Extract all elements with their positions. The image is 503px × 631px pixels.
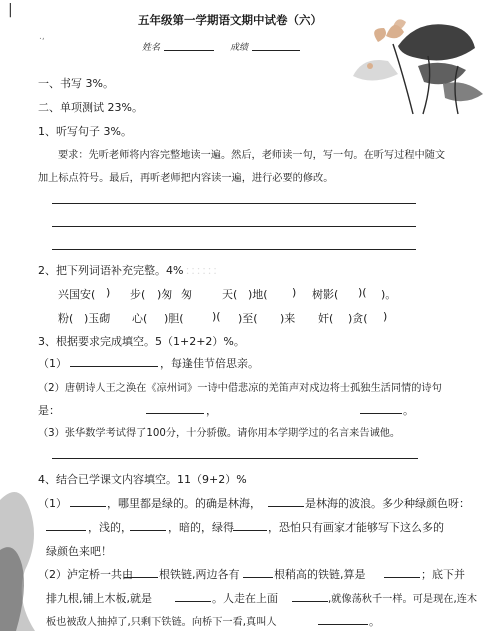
q3-l1-prefix: （1） (38, 357, 67, 370)
q4-blank-9[interactable] (175, 589, 211, 602)
q3-l2b-sep: ， (206, 404, 217, 417)
q2-r2-e: )( (212, 310, 221, 323)
q3-l2: （2）唐朝诗人王之涣在《凉州词》一诗中借悲凉的羌笛声对戍边将士孤独生活同情的诗句 (38, 383, 442, 394)
q4-blank-4[interactable] (130, 518, 166, 531)
q2-r1-a: 兴国安( (58, 288, 96, 301)
q1-req-line1: 要求：先听老师将内容完整地读一遍。然后，老师读一句，写一句。在听写过程中随文 (58, 150, 446, 161)
q3-answer-line[interactable] (52, 458, 418, 459)
page-title: 五年级第一学期语文期中试卷（六） (138, 13, 322, 27)
q4-blank-6[interactable] (124, 565, 158, 578)
q2-r1-i: 树影( (312, 288, 339, 301)
q2-r1-g: )地( (248, 288, 268, 301)
q4-blank-2[interactable] (268, 494, 304, 507)
q4-p1-b: ，哪里都是绿的。的确是林海， (107, 497, 261, 510)
q4-blank-10[interactable] (292, 589, 328, 602)
q4-blank-5[interactable] (233, 518, 267, 531)
q3-l2b-prefix: 是： (38, 404, 60, 417)
q2-r2-f: )至( (238, 312, 258, 325)
q2-r2-c: 心( (132, 312, 148, 325)
q4-p2-b: 根铁链,两边各有 (159, 568, 240, 581)
q4-blank-1[interactable] (70, 494, 106, 507)
score-field[interactable] (252, 38, 300, 51)
q4-p1-f: ，恐怕只有画家才能够写下这么多的 (268, 521, 444, 534)
q4-p2-h: 板也被敌人抽掉了,只剩下铁链。向桥下一看,真叫人 (46, 617, 277, 628)
q2-r2-g: )来 (280, 312, 296, 325)
margin-bar: | (8, 2, 13, 18)
q3-l1-suffix: ，每逢佳节倍思亲。 (160, 357, 259, 370)
q3-title: 3、根据要求完成填空。5（1+2+2）%。 (38, 335, 245, 348)
q2-r2-j: ) (383, 310, 388, 323)
q4-p2-i: 。 (369, 615, 380, 628)
q4-blank-8[interactable] (384, 565, 420, 578)
q4-p2-g: ,就像荡秋千一样。可是现在,连木 (328, 594, 478, 605)
q4-blank-7[interactable] (243, 565, 273, 578)
faint-watermark: ：：：：：： (185, 264, 224, 277)
q4-p1-e: ，暗的，绿得 (168, 521, 234, 534)
q4-p1-c: 是林海的波浪。多少种绿颜色呀： (305, 497, 470, 510)
score-label: 成绩 (230, 43, 249, 53)
q2-r1-b: ) (106, 286, 111, 299)
q2-r2-d: )胆( (164, 312, 184, 325)
q2-r2-b: )玉砌 (84, 312, 111, 325)
q2-r2-i: )贪( (348, 312, 368, 325)
q4-p1-a: （1） (38, 497, 67, 510)
name-field[interactable] (164, 38, 214, 51)
q3-blank-2[interactable] (146, 401, 204, 414)
q2-r1-j: )( (358, 286, 367, 299)
q4-p2-e: 排九根,铺上木板,就是 (46, 592, 152, 605)
q4-p2-a: （2）泸定桥一共由 (38, 568, 133, 581)
q4-p2-c: 根稍高的铁链,算是 (274, 568, 366, 581)
q3-l3: （3）张华数学考试得了100分，十分骄傲。请你用本学期学过的名言来告诫他。 (38, 428, 401, 439)
q2-r2-h: 奸( (318, 312, 334, 325)
q1-title: 1、听写句子 3%。 (38, 125, 132, 138)
section-writing: 一、书写 3%。 (38, 77, 114, 90)
margin-dot: ., (39, 32, 45, 42)
q2-title: 2、把下列词语补充完整。4% (38, 264, 184, 277)
q2-r1-h: ) (292, 286, 297, 299)
dictation-line-1[interactable] (52, 203, 416, 204)
q2-r1-k: )。 (381, 288, 397, 301)
q3-blank-1[interactable] (70, 354, 158, 367)
q2-r2-a: 粉( (58, 312, 74, 325)
q3-l2b-end: 。 (403, 404, 414, 417)
dictation-line-3[interactable] (52, 249, 416, 250)
q4-blank-3[interactable] (46, 518, 86, 531)
lotus-painting (348, 6, 503, 116)
q1-req-line2: 加上标点符号。最后，再听老师把内容读一遍，进行必要的修改。 (38, 173, 334, 184)
q4-p1-g: 绿颜色来吧！ (46, 545, 112, 558)
q4-blank-11[interactable] (318, 612, 368, 625)
q4-p2-d: ；底下并 (421, 568, 465, 581)
q4-p1-d: ，浅的， (88, 521, 132, 534)
q2-r1-c: 步( (130, 288, 146, 301)
q3-blank-3[interactable] (360, 401, 402, 414)
q2-r1-d: )匆 (157, 288, 173, 301)
q2-r1-e: 匆 (181, 288, 192, 301)
section-single-test: 二、单项测试 23%。 (38, 101, 143, 114)
name-label: 姓名 (142, 43, 161, 53)
q2-r1-f: 天( (222, 288, 238, 301)
q4-p2-f: 。人走在上面 (212, 592, 278, 605)
q4-title: 4、结合已学课文内容填空。11（9+2）% (38, 473, 247, 486)
dictation-line-2[interactable] (52, 226, 416, 227)
